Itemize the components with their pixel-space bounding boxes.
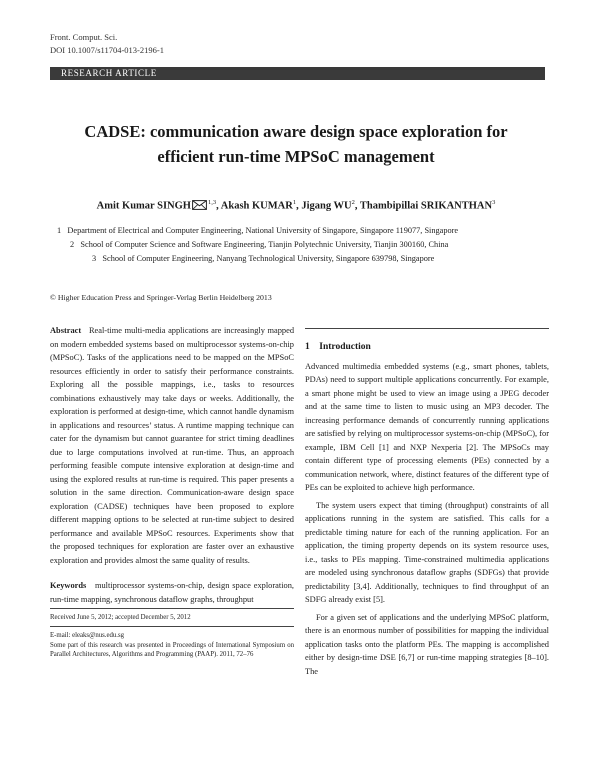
presentation-note: Some part of this research was presented in Proceedings of International Symposium on Parallel Architectures, Algorithms and Programming (PAAP). 2011, 72–76 [50,641,294,659]
affiliation-text: Department of Electrical and Computer Engineering, National University of Singapore, Singapore 119077, Singapore [67,226,459,235]
author-affil-sup: 2 [351,199,355,206]
received-dates: Received June 5, 2012; accepted December 5, 2012 [50,613,191,621]
abstract-label: Abstract [50,326,82,335]
paper-title [40,119,552,169]
section-heading-introduction: 1 Introduction [305,341,371,352]
affiliation-2 [70,239,448,250]
affiliation-number: 1 [57,226,62,235]
footnote-divider [50,626,294,627]
author-name: Akash KUMAR [220,200,293,212]
affiliation-3 [92,253,434,264]
keywords-text: multiprocessor systems-on-chip, design space exploration, run-time mapping, synchronous dataflow graphs, throughput [50,581,294,604]
author-name: Jigang WU [301,200,352,212]
copyright-notice: © Higher Education Press and Springer-Verlag Berlin Heidelberg 2013 [50,293,272,302]
author-affil-sup: 3 [492,199,496,206]
journal-name: Front. Comput. Sci. [50,32,118,42]
affiliation-number: 2 [70,240,75,249]
affiliation-text: School of Computer Engineering, Nanyang Technological University, Singapore 639798, Singapore [102,254,435,263]
author-name: Thambipillai SRIKANTHAN [359,200,493,212]
intro-paragraph: For a given set of applications and the underlying MPSoC platform, there is an enormous number of possibilities for mapping the individual application tasks onto the platform PEs. The mapping is accomplished either by design-time DSE [6,7] or run-time mapping strategies [8–10]. The [305,612,549,676]
author-affil-sup: 1 [292,199,297,206]
right-column [305,328,549,678]
keywords-label: Keywords [50,581,87,590]
envelope-icon [192,200,207,210]
title-line-2: efficient run-time MPSoC management [157,147,435,166]
journal-header [50,31,164,57]
left-column [50,324,294,660]
intro-paragraph: Advanced multimedia embedded systems (e.g., smart phones, tablets, PDAs) need to support multiple applications concurrently. For example, a smart phone might be used to view an image using a JPEG decoder and at the same time to listen to music using an MP3 decoder. The increasing performance demands of concurrently running applications are satisfied by relying on multiprocessor systems-on-chip (MPSoC), for example, IBM Cell [1] and NXP Nexperia [2]. The MPSoCs may contain different type of processing elements (PEs) connected by a communication network, where, distinct features of the different type of PEs can be exploited to achieve high performance. [305,361,549,493]
author-list: Amit Kumar SINGH $^{1,3}$, Akash KUMAR$^1$, Jigang $WU^2$, Thambipillai SRIKANTHAN$^3$ [96,199,496,212]
title-line-1: CADSE: communication aware design space exploration for [84,122,508,141]
article-type-banner: RESEARCH ARTICLE [50,67,545,80]
corresponding-email: E-mail: eleaks@nus.edu.sg [50,632,125,640]
abstract [50,324,294,567]
affiliation-1 [57,225,458,236]
author-affil-sup: 1,3 [207,199,217,206]
intro-paragraph: The system users expect that timing (throughput) constraints of all applications running in the system are satisfied. This calls for a predictable timing nature for each of the running application. For an application, the timing property depends on its system resource uses, i.e., tasks to PEs mapping. Time-constrained multimedia applications are modeled using synchronous dataflow graphs (SDFGs) that provide predictability [3,4]. Additionally, techniques to find throughput of an SDFG already exist [5]. [305,500,549,605]
abstract-text: Real-time multi-media applications are increasingly mapped on modern embedded systems based on multiprocessor systems-on-chip (MPSoC). Tasks of the applications need to be mapped on the MPSoC resources efficiently in order to satisfy their performance constraints. Exploring all the possible mappings, i.e., tasks to resources combinations exhaustively may take days or weeks. Additionally, the exploration is performed at design-time, which cannot handle dynamism in applications and resources’ status. A runtime mapping technique can cater for the dynamism but cannot guarantee for strict timing deadlines due to large computations involved at run-time. Thus, an approach performing feasible compute intensive exploration at design-time and using the explored results at run-time is required. This paper presents a solution in the same direction. Communication-aware design space exploration (CADSE) techniques have been proposed to explore different mapping options to be selected at run-time subject to desired performance and available MPSoC resources. Experiments show that the proposed techniques for exploration are faster over an exhaustive exploration and provides almost the same quality of results. [50,326,295,565]
footnote-divider [50,608,294,609]
section-top-rule [305,328,549,329]
affiliation-number: 3 [92,254,97,263]
journal-doi: DOI 10.1007/s11704-013-2196-1 [50,45,164,55]
keywords [50,579,294,606]
author-name: Amit Kumar SINGH [96,200,191,212]
affiliation-text: School of Computer Science and Software Engineering, Tianjin Polytechnic University, Tianjin 300160, China [80,240,449,249]
